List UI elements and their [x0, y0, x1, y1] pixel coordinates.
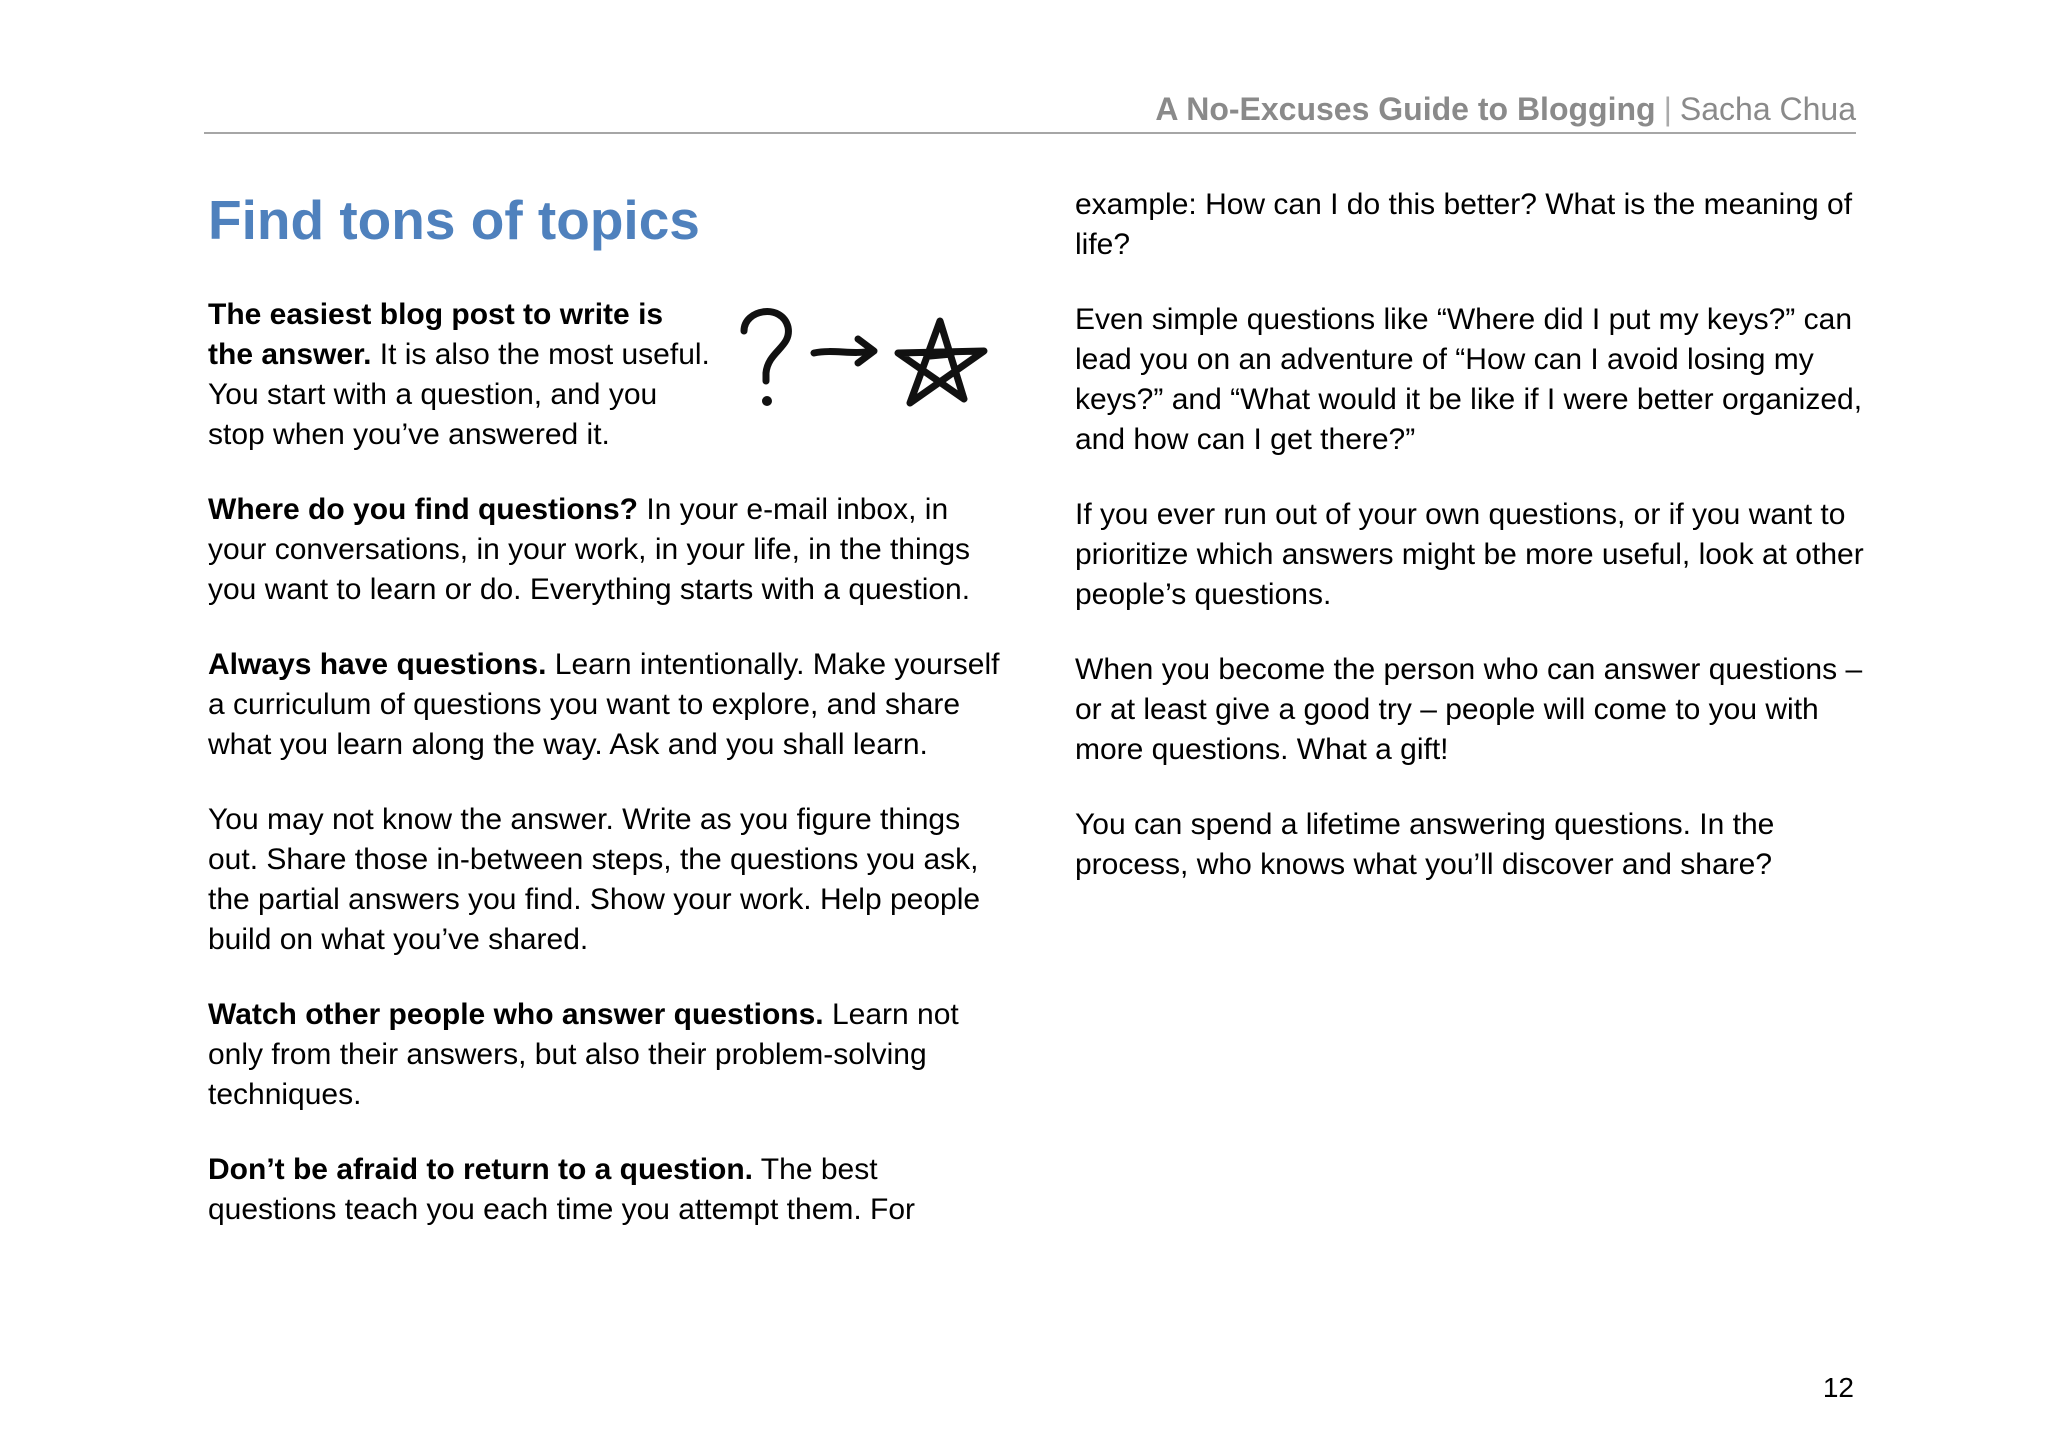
doodle-svg	[734, 295, 1004, 425]
paragraph-body: You may not know the answer. Write as you figure things out. Share those in-between steps, the questions you ask, the partial answers you find. Show your work. Help people build on what you’ve shared.	[208, 803, 981, 956]
question-mark-stroke	[744, 312, 788, 381]
question-dot	[762, 396, 772, 406]
paragraph-body: Learn not only from their answers, but also their problem-solving techniques.	[208, 998, 959, 1111]
paragraph-body: Learn intentionally. Make yourself a curriculum of questions you want to explore, and share what you learn along the way. Ask and you shall learn.	[208, 648, 1000, 761]
book-title: A No-Excuses Guide to Blogging	[1155, 91, 1656, 127]
intro-block	[208, 295, 1004, 490]
paragraph-lead: Watch other people who answer questions.	[208, 998, 824, 1031]
header-separator: |	[1663, 91, 1672, 127]
paragraph: When you become the person who can answer questions – or at least give a good try – people will come to you with more questions. What a gift!	[1075, 653, 1863, 766]
header-divider	[204, 132, 1856, 134]
arrow-shaft	[814, 351, 872, 353]
paragraph	[208, 1150, 1004, 1230]
paragraph	[208, 995, 1004, 1115]
paragraph-body: It is also the most useful. You start with a question, and you stop when you’ve answered it.	[208, 338, 710, 451]
paragraph: Even simple questions like “Where did I put my keys?” can lead you on an adventure of “How can I avoid losing my keys?” and “What would it be like if I were better organized, and how can I get there?”	[1075, 303, 1863, 456]
paragraph-lead: Where do you find questions?	[208, 493, 638, 526]
paragraph	[208, 800, 1004, 960]
paragraph-lead: The easiest blog post to write is the answer.	[208, 298, 664, 371]
author-name: Sacha Chua	[1679, 91, 1856, 127]
paragraph: You can spend a lifetime answering questions. In the process, who knows what you’ll discover and share?	[1075, 808, 1775, 881]
paragraph-lead: Don’t be afraid to return to a question.	[208, 1153, 754, 1186]
question-to-star-doodle-icon	[734, 295, 1004, 425]
paragraph	[208, 645, 1004, 765]
paragraph-body: In your e-mail inbox, in your conversations, in your work, in your life, in the things you want to learn or do. Everything starts with a question.	[208, 493, 971, 606]
running-header	[204, 86, 1856, 132]
page-number: 12	[1822, 1372, 1854, 1403]
paragraph: If you ever run out of your own questions, or if you want to prioritize which answers might be more useful, look at other people’s questions.	[1075, 498, 1864, 611]
paragraph-body: The best questions teach you each time you attempt them. For	[208, 1153, 916, 1226]
paragraph-lead: Always have questions.	[208, 648, 547, 681]
page-title: Find tons of topics	[208, 189, 700, 251]
star-stroke	[898, 321, 984, 403]
paragraph: example: How can I do this better? What is the meaning of life?	[1075, 188, 1853, 261]
paragraph	[208, 490, 1004, 610]
right-column	[1075, 185, 1865, 920]
left-column	[208, 185, 1004, 1265]
